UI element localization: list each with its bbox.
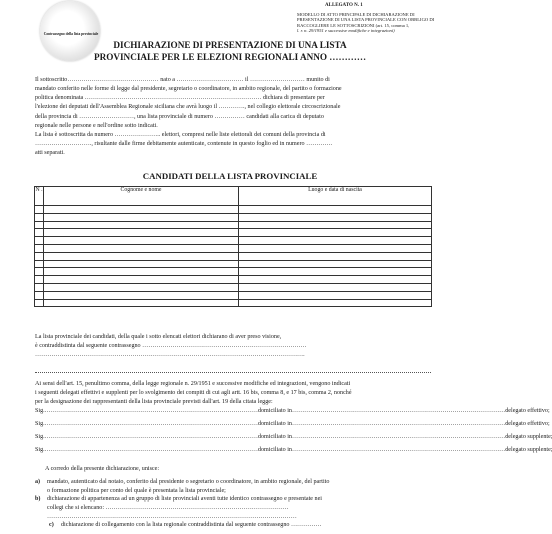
attachments-list bbox=[35, 478, 431, 530]
attachments-intro: A corredo della presente dichiarazione, unisce: bbox=[45, 466, 160, 472]
cell-name bbox=[44, 213, 239, 221]
domiciled-label: domiciliato in bbox=[257, 447, 292, 453]
delegate-line bbox=[35, 447, 552, 453]
name-dots: …………………………………………………………………………………………… bbox=[44, 434, 258, 440]
delegate-role: delegato supplente; bbox=[505, 447, 552, 453]
cell-birthplace bbox=[239, 244, 432, 252]
cell-name bbox=[44, 244, 239, 252]
item-text bbox=[61, 521, 431, 530]
sig-label: Sig. bbox=[35, 421, 45, 427]
table-row bbox=[35, 252, 432, 260]
cell-birthplace bbox=[239, 291, 432, 299]
cell-number bbox=[35, 252, 44, 260]
table-header-row bbox=[35, 187, 432, 206]
cell-number bbox=[35, 283, 44, 291]
cell-name bbox=[44, 268, 239, 276]
attachment-number: ALLEGATO N. 1 bbox=[325, 3, 363, 8]
item-line: mandato, autenticato dal notaio, conferito dal presidente o segretario o coordinatore, in ambito regionale, del partito bbox=[47, 479, 330, 485]
paragraph-line: atti separati. bbox=[35, 150, 65, 157]
paragraph-line: regionale nelle persone e nell'ordine sotto indicati. bbox=[35, 122, 158, 129]
paragraph-line: ………………………., risultante dalle firme debitamente autenticate, contenute in questo foglio ed in numero …………. bbox=[35, 141, 332, 148]
cell-name bbox=[44, 299, 239, 307]
cell-birthplace bbox=[239, 237, 432, 245]
table-row bbox=[35, 237, 432, 245]
divider-line bbox=[35, 372, 431, 373]
column-header-number: N . bbox=[35, 187, 44, 206]
document-title bbox=[60, 40, 400, 63]
cell-name bbox=[44, 291, 239, 299]
domiciled-label: domiciliato in bbox=[257, 434, 292, 440]
cell-number bbox=[35, 268, 44, 276]
cell-name bbox=[44, 283, 239, 291]
form-model-note-line: l. r. n. 29/1951 e successive modifiche e integrazioni) bbox=[297, 28, 395, 34]
cell-birthplace bbox=[239, 252, 432, 260]
delegate-role: delegato supplente; bbox=[505, 434, 552, 440]
cell-name bbox=[44, 221, 239, 229]
table-row bbox=[35, 229, 432, 237]
table-row bbox=[35, 206, 432, 214]
cell-number bbox=[35, 206, 44, 214]
list-item bbox=[35, 521, 431, 530]
cell-birthplace bbox=[239, 276, 432, 284]
cell-name bbox=[44, 206, 239, 214]
sig-label: Sig. bbox=[35, 434, 45, 440]
item-line: dichiarazione di collegamento con la lista regionale contraddistinta dal seguente contrassegno …………… bbox=[61, 522, 322, 529]
table-row bbox=[35, 221, 432, 229]
signatures-paragraph bbox=[35, 131, 431, 158]
sig-label: Sig. bbox=[35, 408, 45, 414]
delegate-role: delegato effettivo; bbox=[505, 421, 550, 427]
document-title-line: DICHIARAZIONE DI PRESENTAZIONE DI UNA LISTA bbox=[113, 40, 347, 50]
address-dots: …………………………………………………………………………………………… bbox=[291, 421, 506, 427]
form-model-note-line: MODELLO DI ATTO PRINCIPALE DI DICHIARAZIONE DI bbox=[297, 12, 415, 17]
table-row bbox=[35, 283, 432, 291]
name-dots: …………………………………………………………………………………………… bbox=[44, 447, 258, 453]
list-item bbox=[35, 495, 431, 521]
paragraph-line: politica denominata …………………………………………………………………………… dichiara di presentare per bbox=[35, 95, 325, 102]
cell-birthplace bbox=[239, 268, 432, 276]
cell-number bbox=[35, 299, 44, 307]
item-text bbox=[47, 495, 431, 521]
address-dots: …………………………………………………………………………………………… bbox=[291, 408, 506, 414]
delegate-role: delegato effettivo; bbox=[505, 408, 550, 414]
table-row bbox=[35, 213, 432, 221]
name-dots: …………………………………………………………………………………………… bbox=[44, 408, 258, 414]
item-line: collegi che si elencano: ……………………………………………………………………………… bbox=[47, 504, 289, 511]
delegates-paragraph bbox=[35, 380, 431, 407]
cell-number bbox=[35, 221, 44, 229]
candidates-section-title: CANDIDATI DELLA LISTA PROVINCIALE bbox=[142, 171, 318, 181]
declaration-paragraph bbox=[35, 76, 431, 131]
cell-name bbox=[44, 252, 239, 260]
table-row bbox=[35, 268, 432, 276]
item-line: o formazione politica per conto del quale è presentata la lista provinciale; bbox=[47, 487, 226, 494]
delegate-line bbox=[35, 434, 552, 440]
cell-name bbox=[44, 229, 239, 237]
paragraph-line: La lista provinciale dei candidati, della quale i sotto elencati elettori dichiarano di aver preso visione, bbox=[35, 334, 282, 340]
cell-name bbox=[44, 260, 239, 268]
column-header-birthplace: Luogo e data di nascita bbox=[239, 187, 432, 206]
address-dots: …………………………………………………………………………………………… bbox=[291, 447, 506, 453]
name-dots: …………………………………………………………………………………………… bbox=[44, 421, 258, 427]
cell-name bbox=[44, 276, 239, 284]
cell-number bbox=[35, 229, 44, 237]
item-label: a) bbox=[35, 479, 41, 485]
cell-birthplace bbox=[239, 283, 432, 291]
cell-number bbox=[35, 260, 44, 268]
item-text bbox=[47, 478, 431, 495]
paragraph-line: i seguenti delegati effettivi e supplenti per lo svolgimento dei compiti di cui agli artt. 16 bis, comma 8, e 17 bis, comma 2, nonché bbox=[35, 390, 352, 397]
sig-label: Sig. bbox=[35, 447, 45, 453]
item-label: c) bbox=[49, 522, 54, 529]
cell-birthplace bbox=[239, 299, 432, 307]
column-header-name: Cognome e nome bbox=[44, 187, 239, 206]
cell-birthplace bbox=[239, 260, 432, 268]
table-row bbox=[35, 276, 432, 284]
paragraph-line: Il sottoscritto……………………………………… nato a …………………………… il ……………………… munito di bbox=[35, 77, 330, 83]
cell-number bbox=[35, 237, 44, 245]
cell-birthplace bbox=[239, 229, 432, 237]
paragraph-line: è contraddistinta dal seguente contrassegno ……………………………………………………………………… bbox=[35, 343, 307, 350]
item-label: b) bbox=[35, 496, 41, 503]
paragraph-line: l'elezione dei deputati dell'Assemblea Regionale siciliana che avrà luogo il …………., nel collegio elettorale circoscrizionale bbox=[35, 104, 341, 111]
cell-number bbox=[35, 213, 44, 221]
paragraph-line: La lista è sottoscritta da numero ………………….. elettori, compresi nelle liste elettorali dei comuni della provincia di bbox=[35, 132, 326, 138]
document-title-line: PROVINCIALE PER LE ELEZIONI REGIONALI ANNO ………… bbox=[93, 51, 367, 62]
address-dots: …………………………………………………………………………………………… bbox=[291, 434, 506, 440]
table-row bbox=[35, 291, 432, 299]
cell-name bbox=[44, 237, 239, 245]
item-line: …………………………………………………………………………………………………………… bbox=[47, 513, 297, 520]
table-row bbox=[35, 260, 432, 268]
form-model-note-line: PRESENTAZIONE DI UNA LISTA PROVINCIALE CON OBBLIGO DI bbox=[297, 17, 435, 23]
cell-number bbox=[35, 291, 44, 299]
form-model-note-line: RACCOGLIERE LE SOTTOSCRIZIONI (art. 15, comma 1, bbox=[297, 22, 410, 28]
domiciled-label: domiciliato in bbox=[257, 421, 292, 427]
paragraph-line: ……………………………………………………………………………………………………………………. bbox=[35, 352, 305, 359]
symbol-paragraph bbox=[35, 333, 431, 360]
paragraph-line: mandato conferito nelle forme di legge dal presidente, segretario o coordinatore, in ambito regionale, del partito o formazione bbox=[35, 86, 342, 93]
logo-caption: Contrassegno della lista provinciale bbox=[43, 32, 99, 36]
cell-number bbox=[35, 244, 44, 252]
delegate-line bbox=[35, 408, 550, 414]
cell-birthplace bbox=[239, 213, 432, 221]
paragraph-line: Ai sensi dell'art. 15, penultimo comma, della legge regionale n. 29/1951 e successive modifiche ed integrazioni, vengono indicati bbox=[35, 381, 351, 387]
cell-birthplace bbox=[239, 206, 432, 214]
item-line: dichiarazione di appartenenza ad un gruppo di liste provinciali aventi tutte identico contrassegno e presentate nei bbox=[47, 496, 322, 503]
table-row bbox=[35, 299, 432, 307]
candidates-table bbox=[34, 186, 432, 307]
paragraph-line: per la designazione dei rappresentanti della lista provinciale previsti dall'art. 19 della citata legge: bbox=[35, 399, 273, 406]
table-row bbox=[35, 244, 432, 252]
delegate-line bbox=[35, 421, 550, 427]
form-model-note bbox=[297, 12, 442, 34]
cell-birthplace bbox=[239, 221, 432, 229]
domiciled-label: domiciliato in bbox=[257, 408, 292, 414]
paragraph-line: della provincia di ………………………, una lista provinciale di numero …………… candidati alla carica di deputato bbox=[35, 113, 324, 120]
cell-number bbox=[35, 276, 44, 284]
list-item bbox=[35, 478, 431, 495]
